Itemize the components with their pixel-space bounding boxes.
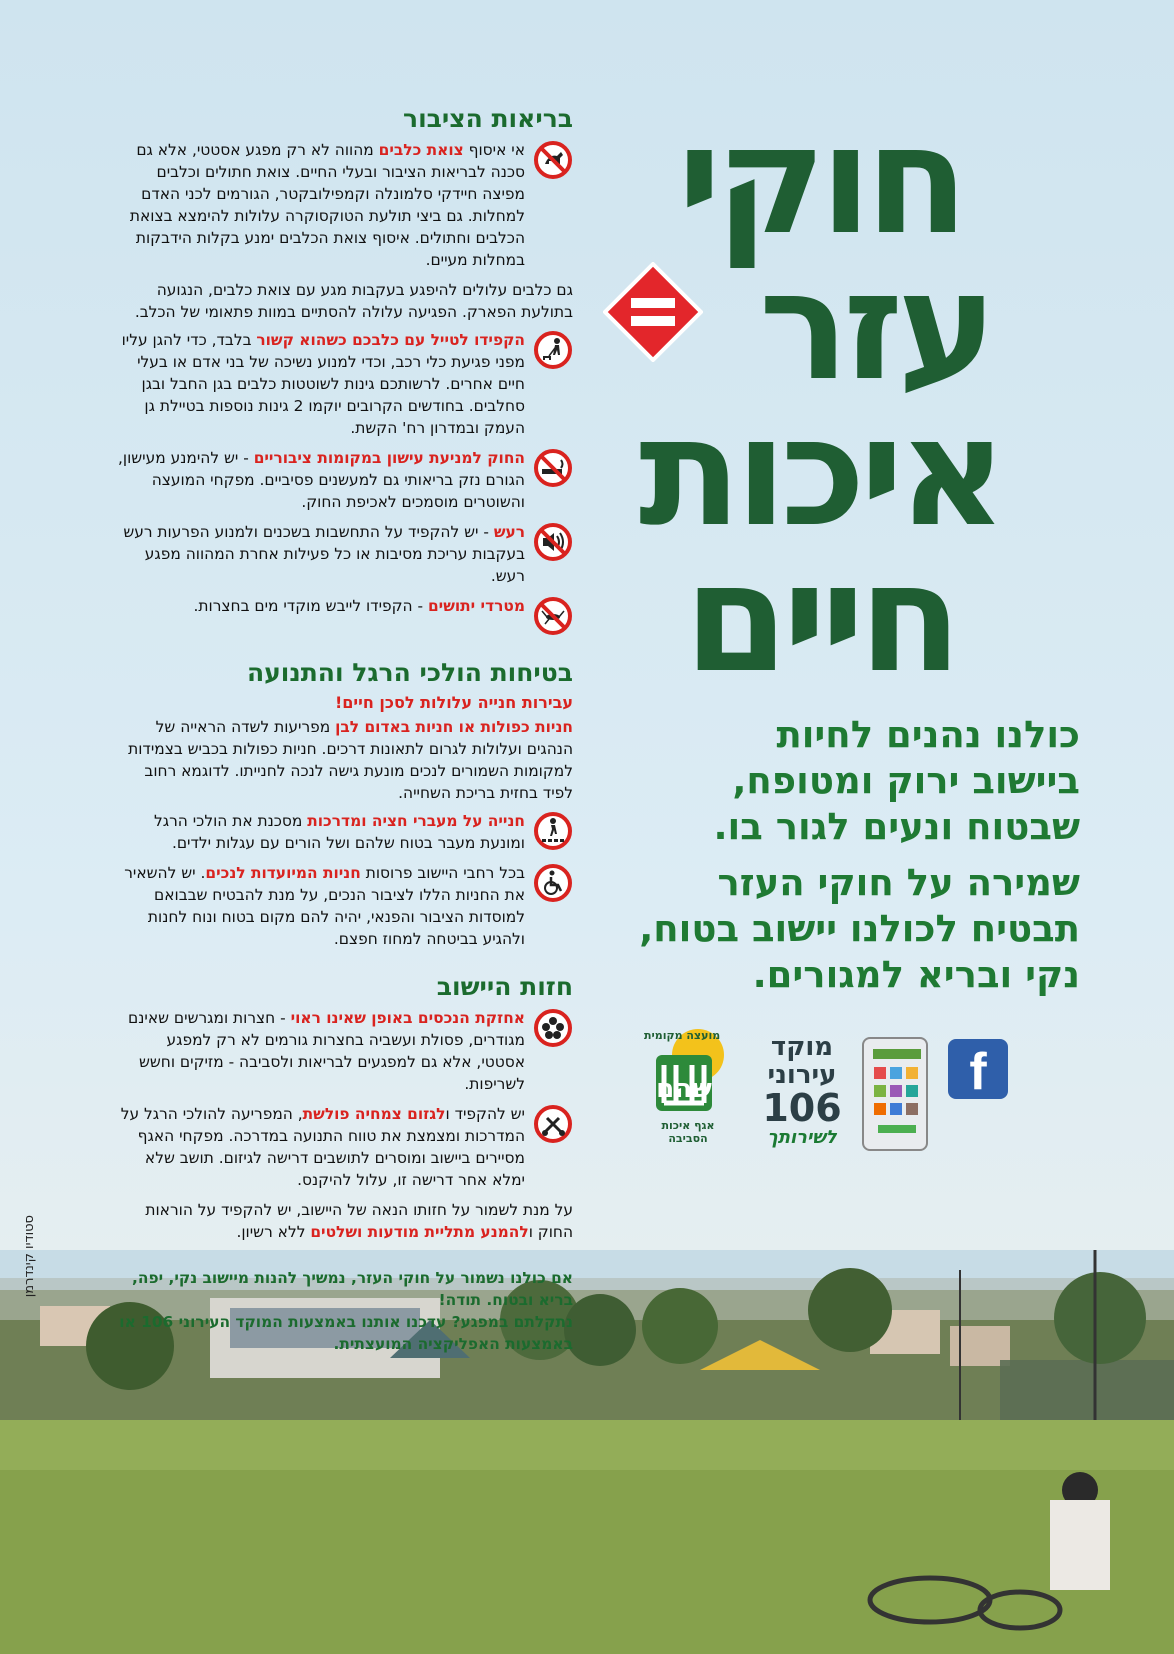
- trimming-item: יש להקפיד ולגזום צמחיה פולשת, המפריעה להולכי הרגל על המדרכות ומצמצת את טווח התנועה במדרכה. מפקחי האגף מסיירים ביישוב ומוסרים לתושבים דרישה לגיזום. תושב שלא ימלא אחר דרישה זו, עלול להיקנס.: [118, 1103, 573, 1191]
- headline-line-4: חיים: [684, 532, 956, 706]
- council-app-phone-icon[interactable]: [862, 1037, 928, 1151]
- traffic-title: בטיחות הולכי הרגל והתנועה: [246, 658, 573, 687]
- pedestrian-crossing-icon: [533, 811, 573, 851]
- studio-credit: סטודיו קינדרמן: [22, 1215, 37, 1298]
- closing-thanks: אם כולנו נשמור על חוקי העזר, נמשיך להנות מיישוב נקי, יפה, בריא ובטוח. תודה!: [132, 1269, 573, 1309]
- appearance-title: חזות היישוב: [436, 972, 573, 1001]
- slogan-paragraph-1: כולנו נהנים לחיות ביישוב ירוק ומטופח, שבטוח ונעים לגור בו.: [713, 713, 1080, 848]
- wheelchair-icon: [533, 863, 573, 903]
- slogan-paragraph-2: שמירה על חוקי העזר תבטיח לכולנו יישוב בטוח, נקי ובריא למגורים.: [639, 861, 1080, 996]
- disabled-parking-item: בכל רחבי היישוב פרוסות חניות המיועדות לנכים. יש להשאיר את החניות הללו לציבור הנכים, על מנת להבטיח שבבואם למוסדות הציבור והפנאי, יהיה להם מקום בטוח ונוח לחנות ולהגיע בביטחה למחוז חפצם.: [118, 862, 573, 950]
- leash-highlight: הקפידו לטייל עם כלבכם כשהוא קשור: [256, 331, 525, 349]
- trimming-highlight: לגזום צמחיה פולשת: [302, 1105, 446, 1123]
- signs-paragraph: על מנת לשמור על חזותו הנאה של היישוב, יש להקפיד על הוראות החוק ולהמנע מתליית מודעות ושלטים ללא רשיון.: [145, 1201, 573, 1241]
- double-parking-paragraph: חניות כפולות או חניות באדום לבן מפריעות לשדה הראייה של הנהגים ועלולות לגרום לתאונות דרכים. חניות כפולות בכביש בצמידות למקומות השמורים לנכים מונעת גישה לנכה לחנייתו. לדוגמא רחוב לפיד בחזית בריכת השחייה.: [128, 718, 573, 802]
- no-noise-icon: [533, 522, 573, 562]
- hotline-106-logo: מוקד עירוני 106 לשירותך: [762, 1032, 842, 1148]
- dog-waste-item: אי איסוף צואת כלבים מהווה לא רק מפגע אסטטי, אלא גם סכנה לבריאות הציבור ובעלי החיים. צואת חתולים וכלבים מפיצה חיידקי סלמונלה וקמפילובקטר, הגורמים לכני האדם למחלות. גם ביצי תולעת הטוקסוקרה עלולות להימצא בצואת הכלבים וחתולים. איסוף צואת הכלבים ימנע בקלות הידבקות במחלות מעיים.: [118, 139, 573, 271]
- noise-item: רעש - יש להקפיד על התחשבות בשכנים ולמנוע הפרעות רעש בעקבות עריכת מסיבות או כל פעילות אחרת המהווה מפגע רעש.: [118, 521, 573, 587]
- council-name-text: שהם: [656, 1074, 712, 1104]
- mosquito-item: מטרדי יתושים - הקפידו לייבש מוקדי מים בחצרות.: [118, 595, 573, 636]
- logos-row: [640, 1025, 1020, 1175]
- equals-diamond-icon: [603, 262, 703, 362]
- dog-contact-paragraph: גם כלבים עלולים להיפגע בעקבות מגע עם צואת כלבים, הנגועה בתולעת הפארק. הפגיעה עלולה להסתיים במוות פתאומי של הכלב.: [134, 281, 573, 321]
- council-logo: שהם מועצה מקומית אגף איכות הסביבה: [640, 1025, 736, 1155]
- no-smoking-icon: [533, 448, 573, 488]
- flower-icon: [533, 1008, 573, 1048]
- noise-highlight: רעש: [493, 523, 525, 541]
- property-item: אחזקת הנכסים באופן שאינו ראוי - חצרות ומגרשים שאינם מגודרים, פסולת ועשביה בחצרות גורמים לא רק למפגע אסטטי, אלא גם למפגעים לבריאות ולסביבה - מזיקים וחשש לשריפות.: [118, 1007, 573, 1095]
- closing-report: נתקלתם במפגע? עדכנו אותנו באמצעות המוקד העירוני 106 או באמצעות האפליקציה המועצתית.: [119, 1313, 573, 1353]
- crosswalk-highlight: חנייה על מעברי חציה ומדרכות: [307, 812, 525, 830]
- headline-line-3: איכות: [638, 386, 1002, 560]
- public-health-title: בריאות הציבור: [403, 104, 573, 133]
- crosswalk-item: חנייה על מעברי חציה ומדרכות מסכנת את הולכי הרגל ומונעת מעבר בטוח שלהם ושל הורים עם עגלות ילדים.: [118, 810, 573, 854]
- traffic-subtitle: עבירות חנייה עלולות לסכן חיים!: [334, 693, 573, 712]
- slogan: [600, 712, 1080, 1008]
- leash-item: הקפידו לטייל עם כלבכם כשהוא קשור בלבד, כדי להגן עליו מפני פגיעת כלי רכב, וכדי למנוע נשיכה של בני אדם או בעלי חיים אחרים. לרשותכם גינות לשוטטות כלבים בגן החבל ובגן סחלבים. בחודשים הקרובים יוקמו 2 גינות נוספות בטיילת גן העמק ובמדרון רח' הקשת.: [118, 329, 573, 439]
- facebook-icon[interactable]: f: [948, 1039, 1008, 1099]
- headline-line-1: חוקי: [677, 94, 963, 268]
- dog-on-leash-icon: [533, 330, 573, 370]
- smoking-highlight: החוק למניעת עישון במקומות ציבוריים: [253, 449, 525, 467]
- pruning-shears-icon: [533, 1104, 573, 1144]
- property-highlight: אחזקת הנכסים באופן שאינו ראוי: [290, 1009, 525, 1027]
- headline-line-2: עזר: [758, 240, 992, 414]
- no-dog-waste-icon: [533, 140, 573, 180]
- no-mosquito-icon: [533, 596, 573, 636]
- disabled-parking-highlight: חניות המיועדות לנכים: [205, 864, 361, 882]
- mosquito-highlight: מטרדי יתושים: [427, 597, 525, 615]
- rules-column: [118, 104, 573, 1355]
- dog-waste-highlight: צואת כלבים: [378, 141, 464, 159]
- smoking-item: החוק למניעת עישון במקומות ציבוריים - יש להימנע מעישון, הגורם נזק בריאותי גם למעשנים פסיביים. מפקחי המועצה והשוטרים מוסמכים לאכיפת החוק.: [118, 447, 573, 513]
- headline: [600, 94, 1040, 706]
